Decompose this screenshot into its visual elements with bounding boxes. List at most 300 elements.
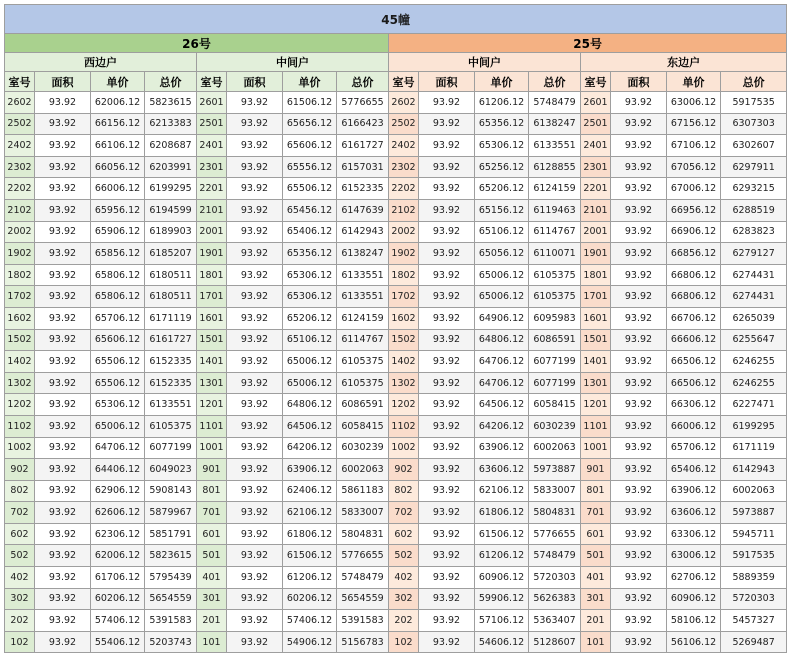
room-number-cell: 101 — [581, 631, 611, 653]
total-price-cell: 5795439 — [145, 567, 197, 589]
room-number-cell: 902 — [5, 459, 35, 481]
area-cell: 93.92 — [227, 545, 283, 567]
total-price-cell: 6095983 — [529, 307, 581, 329]
room-number-cell: 601 — [581, 523, 611, 545]
total-price-cell: 6030239 — [337, 437, 389, 459]
total-price-header: 总价 — [337, 72, 389, 92]
unit-price-cell: 65706.12 — [91, 307, 145, 329]
room-number-cell: 2301 — [197, 156, 227, 178]
total-price-cell: 6246255 — [721, 372, 787, 394]
room-number-cell: 1002 — [389, 437, 419, 459]
table-row — [5, 523, 787, 545]
room-number-cell: 2402 — [389, 135, 419, 157]
total-price-cell: 5908143 — [145, 480, 197, 502]
unit-price-cell: 66056.12 — [91, 156, 145, 178]
room-number-cell: 102 — [389, 631, 419, 653]
table-row — [5, 178, 787, 200]
total-price-cell: 5391583 — [337, 610, 389, 632]
area-cell: 93.92 — [611, 372, 667, 394]
room-number-cell: 1302 — [5, 372, 35, 394]
area-cell: 93.92 — [419, 243, 475, 265]
unit-price-cell: 62906.12 — [91, 480, 145, 502]
room-number-cell: 2101 — [197, 199, 227, 221]
total-price-cell: 6105375 — [337, 372, 389, 394]
room-number-cell: 501 — [197, 545, 227, 567]
unit-price-cell: 62706.12 — [667, 567, 721, 589]
unit-price-cell: 54606.12 — [475, 631, 529, 653]
room-number-cell: 1502 — [389, 329, 419, 351]
area-cell: 93.92 — [35, 135, 91, 157]
room-number-cell: 502 — [5, 545, 35, 567]
table-row — [5, 199, 787, 221]
room-number-cell: 1702 — [5, 286, 35, 308]
area-cell: 93.92 — [227, 199, 283, 221]
area-cell: 93.92 — [419, 394, 475, 416]
room-number-cell: 1601 — [197, 307, 227, 329]
total-price-cell: 6189903 — [145, 221, 197, 243]
area-cell: 93.92 — [227, 264, 283, 286]
total-price-cell: 5156783 — [337, 631, 389, 653]
room-number-cell: 1401 — [197, 351, 227, 373]
unit-price-cell: 67106.12 — [667, 135, 721, 157]
area-header: 面积 — [227, 72, 283, 92]
area-cell: 93.92 — [227, 156, 283, 178]
total-price-cell: 6213383 — [145, 113, 197, 135]
room-number-cell: 1802 — [389, 264, 419, 286]
area-cell: 93.92 — [227, 459, 283, 481]
area-cell: 93.92 — [419, 156, 475, 178]
area-cell: 93.92 — [35, 372, 91, 394]
room-number-cell: 2602 — [389, 92, 419, 114]
room-number-cell: 1501 — [197, 329, 227, 351]
total-price-cell: 5720303 — [529, 567, 581, 589]
section-middle-25: 中间户 — [389, 53, 581, 72]
unit-price-cell: 56106.12 — [667, 631, 721, 653]
column-header-row — [5, 72, 787, 92]
area-cell: 93.92 — [35, 307, 91, 329]
total-price-cell: 5654559 — [337, 588, 389, 610]
area-header: 面积 — [611, 72, 667, 92]
total-price-cell: 6002063 — [529, 437, 581, 459]
unit-price-cell: 65456.12 — [283, 199, 337, 221]
unit-price-cell: 63606.12 — [667, 502, 721, 524]
room-number-cell: 2001 — [581, 221, 611, 243]
total-price-cell: 6302607 — [721, 135, 787, 157]
total-price-cell: 6049023 — [145, 459, 197, 481]
unit-price-cell: 66956.12 — [667, 199, 721, 221]
area-cell: 93.92 — [419, 135, 475, 157]
area-cell: 93.92 — [419, 113, 475, 135]
area-cell: 93.92 — [227, 243, 283, 265]
unit-price-cell: 62606.12 — [91, 502, 145, 524]
area-cell: 93.92 — [611, 307, 667, 329]
area-cell: 93.92 — [419, 610, 475, 632]
room-number-cell: 1902 — [389, 243, 419, 265]
room-number-cell: 1101 — [197, 415, 227, 437]
area-cell: 93.92 — [611, 415, 667, 437]
room-number-cell: 102 — [5, 631, 35, 653]
room-number-cell: 2102 — [389, 199, 419, 221]
total-price-cell: 6077199 — [529, 372, 581, 394]
total-price-cell: 6293215 — [721, 178, 787, 200]
room-number-cell: 301 — [197, 588, 227, 610]
room-number-cell: 1501 — [581, 329, 611, 351]
price-rows — [5, 92, 787, 653]
room-number-cell: 1102 — [389, 415, 419, 437]
total-price-cell: 5626383 — [529, 588, 581, 610]
room-number-cell: 2201 — [197, 178, 227, 200]
room-number-cell: 302 — [389, 588, 419, 610]
total-price-cell: 6133551 — [337, 264, 389, 286]
unit-price-cell: 57406.12 — [91, 610, 145, 632]
unit-price-cell: 57406.12 — [283, 610, 337, 632]
table-row — [5, 113, 787, 135]
section-middle-26: 中间户 — [197, 53, 389, 72]
unit-price-cell: 63306.12 — [667, 523, 721, 545]
total-price-cell: 6002063 — [337, 459, 389, 481]
room-number-cell: 2202 — [5, 178, 35, 200]
price-sheet — [4, 4, 775, 653]
unit-price-cell: 66856.12 — [667, 243, 721, 265]
area-cell: 93.92 — [227, 329, 283, 351]
total-price-cell: 6152335 — [337, 178, 389, 200]
unit-price-cell: 64706.12 — [91, 437, 145, 459]
area-cell: 93.92 — [35, 351, 91, 373]
unit-price-cell: 65206.12 — [283, 307, 337, 329]
total-price-cell: 6161727 — [337, 135, 389, 157]
total-price-cell: 6147639 — [337, 199, 389, 221]
room-number-cell: 2301 — [581, 156, 611, 178]
area-cell: 93.92 — [35, 545, 91, 567]
room-number-cell: 701 — [581, 502, 611, 524]
table-row — [5, 243, 787, 265]
unit-price-cell: 60206.12 — [283, 588, 337, 610]
room-number-cell: 2102 — [5, 199, 35, 221]
room-number-cell: 1502 — [5, 329, 35, 351]
total-price-cell: 6297911 — [721, 156, 787, 178]
unit-price-cell: 65406.12 — [283, 221, 337, 243]
unit-price-cell: 66906.12 — [667, 221, 721, 243]
total-price-cell: 5889359 — [721, 567, 787, 589]
unit-price-cell: 62306.12 — [91, 523, 145, 545]
room-number-cell: 802 — [5, 480, 35, 502]
area-cell: 93.92 — [227, 178, 283, 200]
table-row — [5, 372, 787, 394]
unit-price-cell: 67006.12 — [667, 178, 721, 200]
total-price-cell: 5457327 — [721, 610, 787, 632]
area-cell: 93.92 — [419, 351, 475, 373]
room-number-cell: 402 — [5, 567, 35, 589]
table-row — [5, 286, 787, 308]
unit-price-header: 单价 — [283, 72, 337, 92]
unit-price-cell: 63006.12 — [667, 92, 721, 114]
area-cell: 93.92 — [227, 286, 283, 308]
unit-price-cell: 61506.12 — [283, 545, 337, 567]
area-cell: 93.92 — [419, 264, 475, 286]
room-number-cell: 801 — [197, 480, 227, 502]
room-header: 室号 — [5, 72, 35, 92]
unit-price-cell: 65956.12 — [91, 199, 145, 221]
room-number-cell: 1301 — [581, 372, 611, 394]
area-cell: 93.92 — [227, 502, 283, 524]
area-cell: 93.92 — [35, 92, 91, 114]
room-number-cell: 2501 — [197, 113, 227, 135]
total-price-cell: 6274431 — [721, 264, 787, 286]
total-price-cell: 6152335 — [145, 351, 197, 373]
total-price-cell: 6058415 — [337, 415, 389, 437]
unit-price-cell: 59906.12 — [475, 588, 529, 610]
area-cell: 93.92 — [419, 523, 475, 545]
total-price-header: 总价 — [145, 72, 197, 92]
unit-price-cell: 60206.12 — [91, 588, 145, 610]
room-number-cell: 1202 — [5, 394, 35, 416]
room-number-cell: 502 — [389, 545, 419, 567]
table-row — [5, 264, 787, 286]
unit-price-cell: 65256.12 — [475, 156, 529, 178]
area-cell: 93.92 — [35, 243, 91, 265]
area-cell: 93.92 — [35, 567, 91, 589]
table-row — [5, 221, 787, 243]
total-price-cell: 6255647 — [721, 329, 787, 351]
total-price-cell: 5833007 — [337, 502, 389, 524]
area-cell: 93.92 — [35, 264, 91, 286]
unit-price-cell: 66006.12 — [91, 178, 145, 200]
room-number-cell: 1701 — [581, 286, 611, 308]
area-cell: 93.92 — [35, 437, 91, 459]
total-price-cell: 5917535 — [721, 92, 787, 114]
unit-price-cell: 65006.12 — [475, 264, 529, 286]
area-cell: 93.92 — [611, 459, 667, 481]
unit-price-cell: 66156.12 — [91, 113, 145, 135]
unit-price-cell: 66706.12 — [667, 307, 721, 329]
total-price-cell: 6105375 — [529, 264, 581, 286]
total-price-cell: 6114767 — [529, 221, 581, 243]
room-number-cell: 1402 — [5, 351, 35, 373]
area-cell: 93.92 — [611, 264, 667, 286]
total-price-cell: 6124159 — [337, 307, 389, 329]
total-price-cell: 6279127 — [721, 243, 787, 265]
total-price-cell: 5269487 — [721, 631, 787, 653]
total-price-cell: 6185207 — [145, 243, 197, 265]
total-price-cell: 5851791 — [145, 523, 197, 545]
area-cell: 93.92 — [227, 437, 283, 459]
total-price-cell: 6128855 — [529, 156, 581, 178]
area-cell: 93.92 — [419, 567, 475, 589]
room-number-cell: 201 — [581, 610, 611, 632]
room-number-cell: 1102 — [5, 415, 35, 437]
area-cell: 93.92 — [227, 567, 283, 589]
room-number-cell: 2402 — [5, 135, 35, 157]
unit-price-cell: 62406.12 — [283, 480, 337, 502]
area-cell: 93.92 — [419, 631, 475, 653]
unit-price-cell: 67056.12 — [667, 156, 721, 178]
room-number-cell: 1602 — [5, 307, 35, 329]
area-cell: 93.92 — [35, 415, 91, 437]
room-number-cell: 1701 — [197, 286, 227, 308]
unit-price-cell: 61806.12 — [283, 523, 337, 545]
sheet-title: 45幢 — [5, 5, 787, 34]
room-number-cell: 1202 — [389, 394, 419, 416]
unit-price-cell: 62006.12 — [91, 92, 145, 114]
area-cell: 93.92 — [35, 523, 91, 545]
area-header: 面积 — [35, 72, 91, 92]
room-number-cell: 202 — [5, 610, 35, 632]
total-price-cell: 6077199 — [529, 351, 581, 373]
unit-price-header: 单价 — [475, 72, 529, 92]
area-cell: 93.92 — [419, 459, 475, 481]
total-price-cell: 5748479 — [337, 567, 389, 589]
unit-price-cell: 65856.12 — [91, 243, 145, 265]
unit-price-cell: 60906.12 — [475, 567, 529, 589]
room-number-cell: 1601 — [581, 307, 611, 329]
room-number-cell: 2001 — [197, 221, 227, 243]
section-west-26: 西边户 — [5, 53, 197, 72]
area-cell: 93.92 — [611, 394, 667, 416]
unit-price-cell: 62106.12 — [283, 502, 337, 524]
room-number-cell: 401 — [581, 567, 611, 589]
area-cell: 93.92 — [35, 178, 91, 200]
room-number-cell: 801 — [581, 480, 611, 502]
unit-price-cell: 61706.12 — [91, 567, 145, 589]
total-price-cell: 6171119 — [145, 307, 197, 329]
unit-price-cell: 63906.12 — [283, 459, 337, 481]
room-number-cell: 1201 — [197, 394, 227, 416]
room-number-cell: 101 — [197, 631, 227, 653]
table-row — [5, 631, 787, 653]
room-header: 室号 — [581, 72, 611, 92]
area-cell: 93.92 — [611, 523, 667, 545]
unit-price-cell: 65806.12 — [91, 286, 145, 308]
unit-price-cell: 64806.12 — [283, 394, 337, 416]
total-price-cell: 5833007 — [529, 480, 581, 502]
unit-price-header: 单价 — [91, 72, 145, 92]
room-number-cell: 902 — [389, 459, 419, 481]
area-cell: 93.92 — [35, 502, 91, 524]
total-price-cell: 5879967 — [145, 502, 197, 524]
unit-price-cell: 57106.12 — [475, 610, 529, 632]
room-number-cell: 2202 — [389, 178, 419, 200]
area-cell: 93.92 — [419, 415, 475, 437]
room-number-cell: 2302 — [389, 156, 419, 178]
area-cell: 93.92 — [611, 113, 667, 135]
unit-price-cell: 65606.12 — [91, 329, 145, 351]
area-cell: 93.92 — [611, 588, 667, 610]
area-cell: 93.92 — [227, 113, 283, 135]
room-number-cell: 1302 — [389, 372, 419, 394]
unit-price-cell: 65706.12 — [667, 437, 721, 459]
unit-price-cell: 54906.12 — [283, 631, 337, 653]
area-cell: 93.92 — [611, 286, 667, 308]
total-price-cell: 6265039 — [721, 307, 787, 329]
room-number-cell: 2401 — [581, 135, 611, 157]
unit-price-cell: 64906.12 — [475, 307, 529, 329]
table-row — [5, 437, 787, 459]
room-number-cell: 1401 — [581, 351, 611, 373]
area-cell: 93.92 — [419, 502, 475, 524]
total-price-cell: 6307303 — [721, 113, 787, 135]
area-cell: 93.92 — [611, 480, 667, 502]
total-price-cell: 6086591 — [337, 394, 389, 416]
room-number-cell: 602 — [5, 523, 35, 545]
table-row — [5, 329, 787, 351]
room-number-cell: 2502 — [389, 113, 419, 135]
total-price-cell: 5363407 — [529, 610, 581, 632]
table-row — [5, 545, 787, 567]
area-cell: 93.92 — [35, 156, 91, 178]
room-number-cell: 1801 — [197, 264, 227, 286]
unit-price-cell: 64406.12 — [91, 459, 145, 481]
table-row — [5, 135, 787, 157]
area-cell: 93.92 — [227, 92, 283, 114]
room-number-cell: 1001 — [581, 437, 611, 459]
total-price-cell: 5128607 — [529, 631, 581, 653]
area-cell: 93.92 — [227, 351, 283, 373]
room-number-cell: 2601 — [581, 92, 611, 114]
area-cell: 93.92 — [419, 286, 475, 308]
room-number-cell: 1002 — [5, 437, 35, 459]
area-cell: 93.92 — [611, 545, 667, 567]
total-price-cell: 6105375 — [337, 351, 389, 373]
total-price-cell: 6246255 — [721, 351, 787, 373]
room-number-cell: 402 — [389, 567, 419, 589]
total-price-cell: 6171119 — [721, 437, 787, 459]
area-cell: 93.92 — [227, 307, 283, 329]
area-cell: 93.92 — [35, 286, 91, 308]
area-cell: 93.92 — [227, 588, 283, 610]
area-cell: 93.92 — [227, 480, 283, 502]
total-price-cell: 5823615 — [145, 92, 197, 114]
area-cell: 93.92 — [227, 631, 283, 653]
building-26-header: 26号 — [5, 34, 389, 53]
total-price-cell: 6180511 — [145, 286, 197, 308]
room-number-cell: 1001 — [197, 437, 227, 459]
total-price-cell: 6288519 — [721, 199, 787, 221]
area-cell: 93.92 — [419, 372, 475, 394]
room-number-cell: 602 — [389, 523, 419, 545]
room-number-cell: 2601 — [197, 92, 227, 114]
area-cell: 93.92 — [611, 243, 667, 265]
area-cell: 93.92 — [35, 329, 91, 351]
room-number-cell: 501 — [581, 545, 611, 567]
total-price-cell: 5748479 — [529, 92, 581, 114]
room-number-cell: 2101 — [581, 199, 611, 221]
table-row — [5, 307, 787, 329]
room-number-cell: 2401 — [197, 135, 227, 157]
unit-price-cell: 66806.12 — [667, 264, 721, 286]
table-row — [5, 415, 787, 437]
room-number-cell: 2302 — [5, 156, 35, 178]
unit-price-cell: 66006.12 — [667, 415, 721, 437]
total-price-cell: 6077199 — [145, 437, 197, 459]
unit-price-cell: 63006.12 — [667, 545, 721, 567]
area-cell: 93.92 — [35, 588, 91, 610]
total-price-cell: 5823615 — [145, 545, 197, 567]
area-cell: 93.92 — [419, 221, 475, 243]
area-cell: 93.92 — [35, 610, 91, 632]
total-price-cell: 6133551 — [145, 394, 197, 416]
area-cell: 93.92 — [227, 394, 283, 416]
price-table — [4, 4, 787, 653]
unit-price-cell: 65506.12 — [91, 372, 145, 394]
area-header: 面积 — [419, 72, 475, 92]
unit-price-cell: 65206.12 — [475, 178, 529, 200]
room-header: 室号 — [389, 72, 419, 92]
unit-price-cell: 61206.12 — [283, 567, 337, 589]
unit-price-cell: 64206.12 — [283, 437, 337, 459]
total-price-cell: 5748479 — [529, 545, 581, 567]
total-price-cell: 5973887 — [721, 502, 787, 524]
room-number-cell: 401 — [197, 567, 227, 589]
